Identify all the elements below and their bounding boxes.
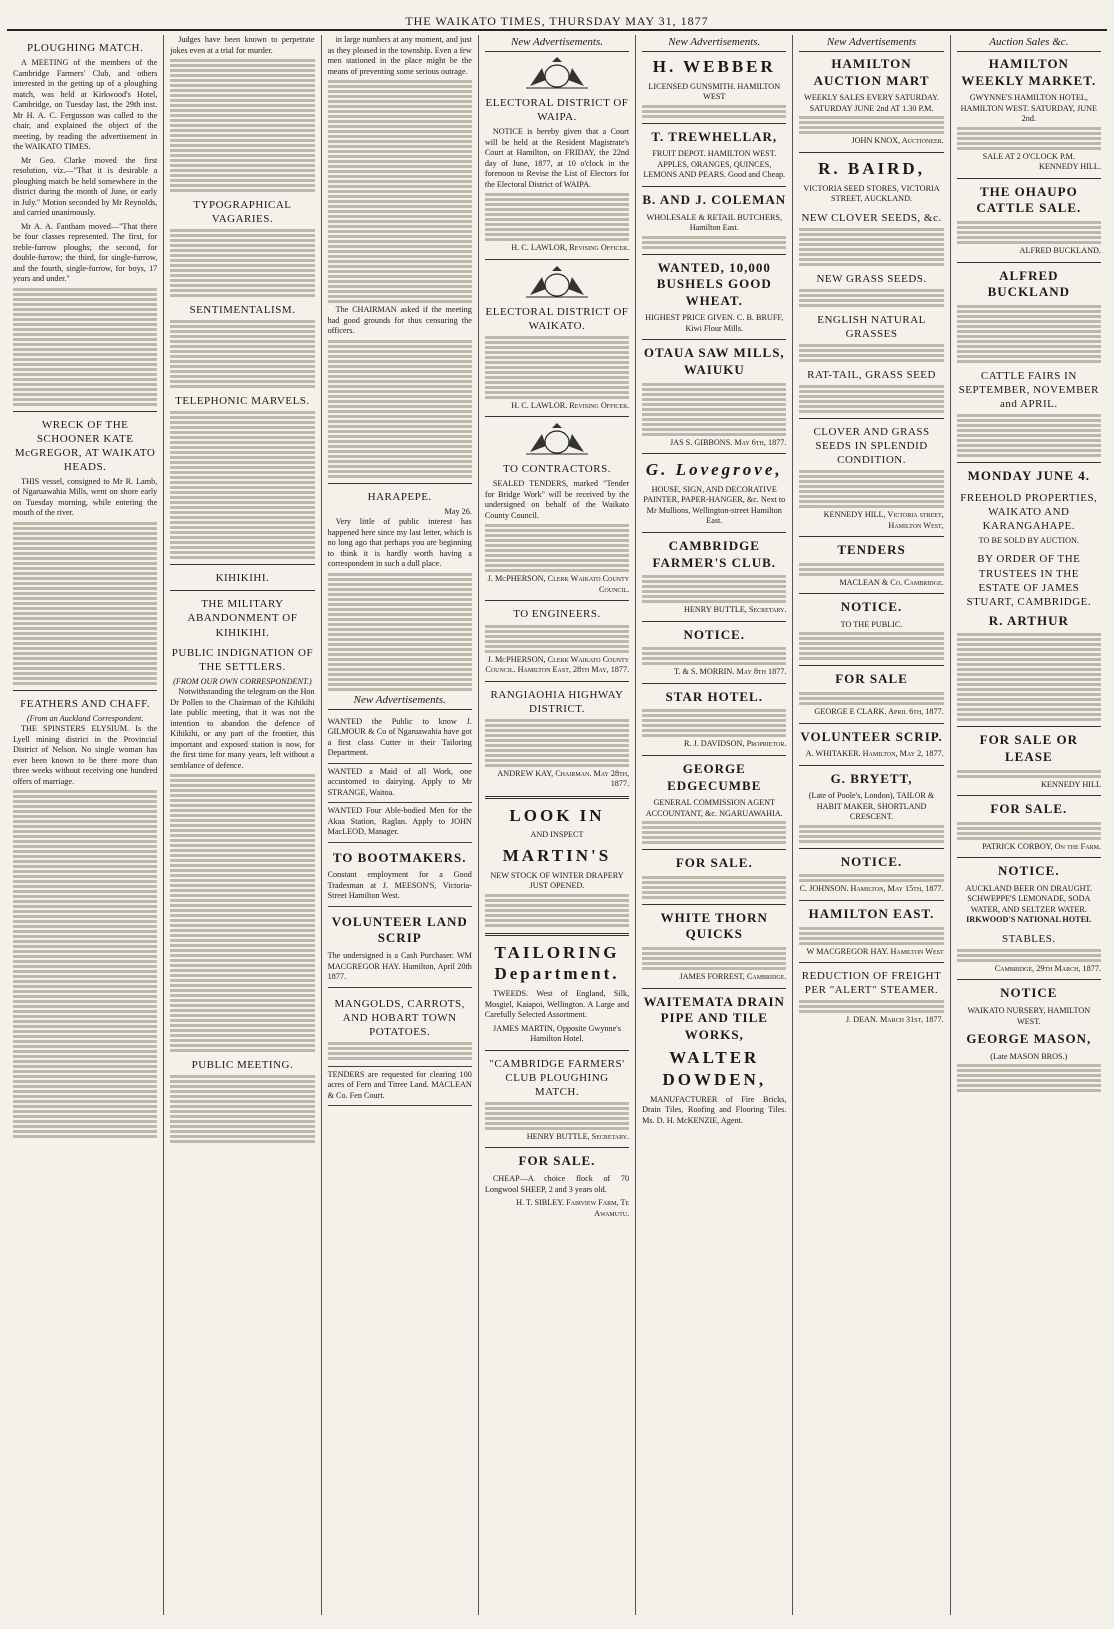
text-filler [13, 790, 157, 1138]
text-filler [13, 522, 157, 685]
article-text: A MEETING of the members of the Cambridge Farmers' Club, and others interested in the getting up of a ploughing match, was held at Kirkwood's Hotel, Cambridge, on Tuesday last, the 29th inst. Mr H. A. C. Fergusson was called to the chair, and explained the object of the meeting, by reading the advertisement in the WAIKATO TIMES. [13, 58, 158, 152]
stables-heading: STABLES. [1002, 932, 1056, 945]
waitemata-heading: WAITEMATA DRAIN PIPE AND TILE WORKS, [643, 993, 785, 1042]
trewhellar-heading: T. TREWHELLAR, [651, 128, 778, 144]
article-text: THIS vessel, consigned to Mr R. Lamb, of Ngaruawahia Mills, went on shore early on Tuesday morning, while entering the mouth of the river. [13, 476, 158, 518]
ploughing-match-heading: PLOUGHING MATCH. [27, 42, 144, 54]
column-4 [479, 35, 636, 1615]
ad-maid: WANTED a Maid of all Work, one accustomed to dairying. Apply to Mr STRANGE, Waitoa. [328, 764, 472, 804]
signature: JAMES FORREST, Cambridge. [679, 972, 787, 982]
ad-text: WHOLESALE & RETAIL BUTCHERS, Hamilton East. [646, 212, 783, 233]
rangiaohia-heading: RANGIAOHIA HIGHWAY DISTRICT. [490, 688, 624, 715]
signature: JAS S. GIBBONS. May 6th, 1877. [669, 437, 787, 447]
ad-text: FRUIT DEPOT. HAMILTON WEST. APPLES, ORANGES, QUINCES, LEMONS AND PEARS. Good and Cheap. [643, 149, 786, 180]
signature: W MACGREGOR HAY. Hamilton West [806, 946, 944, 956]
column-1 [7, 35, 164, 1615]
grass-seeds-heading: NEW GRASS SEEDS. [816, 272, 927, 285]
signature: PATRICK CORBOY, On the Farm. [982, 841, 1101, 851]
section-heading: New Advertisements [799, 35, 943, 52]
buckland-heading: ALFRED BUCKLAND [987, 267, 1071, 300]
freight-heading: REDUCTION OF FREIGHT PER "ALERT" STEAMER. [801, 970, 942, 997]
signature: J. McPHERSON, Clerk Waikato County Council. Hamilton East, 28th May, 1877. [485, 654, 630, 675]
cattle-fairs-heading: CATTLE FAIRS IN SEPTEMBER, NOVEMBER and APRIL. [958, 369, 1099, 410]
signature: Cambridge, 29th March, 1877. [994, 963, 1101, 973]
correspondent-line: (FROM OUR OWN CORRESPONDENT.) [173, 676, 312, 686]
signature: HENRY BUTTLE, Secretary. [526, 1131, 630, 1141]
ad-text: HOUSE, SIGN, AND DECORATIVE PAINTER, PAPER-HANGER, &c. Next to Mr Mullions, Wellington-street Hamilton East. [643, 484, 786, 526]
ad-text: MANUFACTURER of Fire Bricks, Drain Tiles, Roofing and Flooring Tiles. Ms. D. H. McKENZIE, Agent. [642, 1094, 787, 1125]
clover-grass-heading: CLOVER AND GRASS SEEDS IN SPLENDID CONDITION. [813, 425, 930, 467]
signature: KENNEDY HILL. [1038, 162, 1101, 172]
contractors-heading: TO CONTRACTORS. [503, 463, 611, 476]
otaua-saw-mills-heading: OTAUA SAW MILLS, WAIUKU [643, 345, 785, 378]
ad-akaa-station: WANTED Four Able-bodied Men for the Akaa Station, Raglan. Apply to JOHN MacLEOD, Manager. [328, 803, 472, 843]
ad-text: NEW STOCK OF WINTER DRAPERY JUST OPENED. [490, 870, 624, 891]
ad-mangolds: MANGOLDS, CARROTS, AND HOBART TOWN POTATOES. [328, 988, 472, 1067]
column-7 [951, 35, 1107, 1615]
text-filler [328, 80, 472, 303]
ad-text: SALE AT 2 O'CLOCK P.M. [982, 151, 1075, 161]
section-heading: New Advertisements. [485, 35, 629, 52]
electoral-waipa-heading: ELECTORAL DISTRICT OF WAIPA. [485, 97, 629, 124]
edgecumbe-heading: GEORGE EDGECUMBE [667, 760, 762, 793]
subheading: TO BE SOLD BY AUCTION. [978, 535, 1079, 545]
article-text: Mr A. A. Fantham moved—"That there be four classes represented. The first, for treble-furrow ploughs; the second, for double-furrow; the third, for single-furrow, and the fourth, single-furrow, for boys, 17 years and under." [13, 221, 158, 284]
white-thorn-heading: WHITE THORN QUICKS [660, 909, 768, 942]
signature: H. C. LAWLOR. Revising Officer. [511, 400, 630, 410]
signature: A. WHITAKER. Hamilton, May 2, 1877. [805, 749, 944, 759]
column-6 [793, 35, 950, 1615]
ohaupo-sale-heading: THE OHAUPO CATTLE SALE. [976, 183, 1082, 216]
correspondent-line: (From an Auckland Correspondent. [26, 713, 144, 723]
engineers-heading: TO ENGINEERS. [513, 608, 601, 621]
ad-text: (Late of Poole's, London), TAILOR & HABIT MAKER, SHORTLAND CRESCENT. [808, 791, 935, 822]
indignation-heading: PUBLIC INDIGNATION OF THE SETTLERS. [171, 646, 314, 673]
lovegrove-heading: G. Lovegrove, [645, 460, 783, 480]
article-text: THE SPINSTERS ELYSIUM. Is the Lyell mining district in the Provincial District of Nelson. No single woman has ever been known to be there more than three weeks without receiving one hundred offers of marriage. [13, 724, 158, 786]
ad-text: WAIKATO NURSERY, HAMILTON WEST. [967, 1006, 1091, 1026]
signature: H. T. SIBLEY. Fairview Farm, Te Awamutu. [516, 1198, 630, 1218]
coleman-heading: B. AND J. COLEMAN [642, 191, 787, 207]
text-filler [170, 774, 314, 1052]
signature: HENRY BUTTLE, Secretary. [683, 605, 787, 615]
weekly-market-heading: HAMILTON WEEKLY MARKET. [961, 56, 1097, 88]
signature: MACLEAN & Co. Cambridge. [839, 577, 944, 587]
martins-heading: MARTIN'S [502, 845, 612, 865]
trustees-heading: BY ORDER OF THE TRUSTEES IN THE ESTATE OF JAMES STUART, CAMBRIDGE. [966, 553, 1092, 608]
notice-heading: NOTICE [1000, 985, 1058, 1001]
signature: T. & S. MORRIN. May 8th 1877. [674, 667, 787, 677]
rat-tail-heading: RAT-TAIL, GRASS SEED [807, 368, 936, 381]
masthead [7, 7, 1107, 31]
tenders-heading: TENDERS [837, 542, 906, 558]
article-text: Mr Geo. Clarke moved the first resolution, viz.—"That it is desirable a ploughing match be held somewhere in the district during the month of June, or early in July." Motion seconded by Mr Reynolds, and carried unanimously. [13, 155, 158, 218]
ad-text: LICENSED GUNSMITH. HAMILTON WEST [648, 81, 781, 102]
feathers-heading: FEATHERS AND CHAFF. [20, 697, 151, 710]
signature: C. JOHNSON. Hamilton, May 15th, 1877. [799, 884, 944, 894]
text-filler [170, 320, 314, 388]
auction-mart-heading: HAMILTON AUCTION MART [813, 56, 930, 88]
royal-crest-icon [522, 422, 592, 456]
ad-text: GENERAL COMMISSION AGENT ACCOUNTANT, &c. NGARUAWAHIA. [645, 798, 783, 818]
ad-text: TWEEDS. West of England, Silk, Mosgiel, Kaiapoi, Wellington. A Large and Carefully Selected Assortment. [484, 989, 630, 1020]
ad-gilmour: WANTED the Public to know J. GILMOUR & Co of Ngaruawahia have got a first class Cutter in their Tailoring Department. [328, 714, 472, 764]
electoral-waikato-heading: ELECTORAL DISTRICT OF WAIKATO. [485, 305, 629, 332]
notice-heading: NOTICE. [683, 626, 746, 642]
text-filler [170, 229, 314, 297]
ad-text: GWYNNE'S HAMILTON HOTEL, HAMILTON WEST. SATURDAY, JUNE 2nd. [960, 93, 1098, 124]
sale-or-lease-heading: FOR SALE OR LEASE [979, 732, 1079, 764]
ad-text: HIGHEST PRICE GIVEN. C. B. BRUFF, Kiwi Flour Mills. [645, 313, 784, 333]
newspaper-page [7, 7, 1107, 1615]
ad-text: VICTORIA SEED STORES, VICTORIA STREET, AUCKLAND. [803, 183, 940, 204]
notice-heading: NOTICE. [840, 599, 903, 615]
notice-text: NOTICE is hereby given that a Court will be held at the Resident Magistrate's Court at Hamilton, on FRIDAY, the 22nd day of June, 1877, at 10 o'clock in the forenoon to Revise the List of Electors for the Electoral District of WAIPA. [484, 127, 630, 189]
text-filler [328, 340, 472, 478]
telephonic-heading: TELEPHONIC MARVELS. [175, 395, 310, 408]
ad-text: TO THE PUBLIC. [840, 619, 903, 629]
hamilton-east-heading: HAMILTON EAST. [808, 905, 935, 921]
ad-text: (Late MASON BROS.) [990, 1051, 1068, 1061]
text-filler [170, 1075, 314, 1143]
ad-text: WEEKLY SALES EVERY SATURDAY. SATURDAY JUNE 2nd AT 1.30 P.M. [804, 93, 940, 113]
sentimentalism-heading: SENTIMENTALISM. [189, 304, 296, 317]
ad-bootmakers: TO BOOTMAKERS. Constant employment for a Good Tradesman at J. MEESON'S, Victoria-Street Hamilton West. [328, 843, 472, 907]
arthur-heading: R. ARTHUR [988, 612, 1069, 628]
tailoring-heading: TAILORING Department. [494, 942, 620, 984]
typographical-heading: TYPOGRAPHICAL VAGARIES. [193, 199, 292, 226]
signature: GEORGE E CLARK. April 6th, 1877. [814, 707, 944, 717]
natural-grasses-heading: ENGLISH NATURAL GRASSES [817, 313, 926, 340]
notice-text: SEALED TENDERS, marked "Tender for Bridge Work" will be received by the undersigned on behalf of the Waikato County Council. [484, 479, 630, 520]
public-meeting-heading: PUBLIC MEETING. [191, 1059, 294, 1072]
article-text: Very little of public interest has happened here since my last letter, which is no long ago that perhaps you are beginning to think it is hardly worth having a correspondent in such a dull place. [327, 517, 472, 569]
article-text: The CHAIRMAN asked if the meeting had good grounds for thus censuring the officers. [327, 305, 472, 335]
for-sale-heading: FOR SALE. [990, 801, 1068, 817]
clover-seeds-heading: NEW CLOVER SEEDS, &c. [801, 211, 942, 224]
column-3 [322, 35, 479, 1615]
columns [7, 35, 1107, 1615]
signature: J. DEAN. March 31st, 1877. [845, 1015, 944, 1025]
royal-crest-icon [522, 56, 592, 90]
article-text: in large numbers at any moment, and just as they pleased in the township. Even a few men stationed in the place might be the means of preventing some serious outrage. [327, 35, 472, 76]
column-5 [636, 35, 793, 1615]
ad-tenders: TENDERS are requested for clearing 100 acres of Fern and Titree Land. MACLEAN & Co. Fen Court. [328, 1067, 472, 1107]
signature: J. McPHERSON, Clerk Waikato County Council. [487, 574, 630, 594]
signature: H. C. LAWLOR, Revising Officer. [511, 243, 630, 253]
for-sale-heading: FOR SALE [835, 671, 908, 687]
wreck-heading: WRECK OF THE SCHOONER KATE McGREGOR, AT WAIKATO HEADS. [14, 418, 156, 473]
notice-heading: NOTICE. [998, 863, 1060, 879]
harapepe-heading: HARAPEPE. [367, 490, 432, 503]
baird-heading: R. BAIRD, [818, 158, 925, 178]
text-filler [170, 59, 314, 192]
webber-heading: H. WEBBER [652, 57, 776, 77]
freehold-heading: FREEHOLD PROPERTIES, WAIKATO AND KARANGAHAPE. [960, 491, 1098, 532]
look-in-heading: LOOK IN [509, 805, 605, 825]
signature: KENNEDY HILL [1041, 779, 1101, 789]
mason-heading: GEORGE MASON, [966, 1031, 1092, 1047]
ad-text: AUCKLAND BEER ON DRAUGHT. SCHWEPPE'S LEMONADE, SODA WATER, AND SELTZER WATER. [965, 883, 1092, 914]
ad-text: IRKWOOD'S NATIONAL HOTEL [966, 915, 1092, 925]
for-sale-heading: FOR SALE. [518, 1153, 596, 1169]
ad-text: CHEAP—A choice flock of 70 Longwool SHEEP, 2 and 3 years old. [484, 1174, 630, 1194]
text-filler [13, 288, 157, 406]
kihikihi-heading: KIHIKIHI. [215, 572, 270, 585]
farmers-club-heading: CAMBRIDGE FARMER'S CLUB. [652, 537, 777, 570]
section-heading: New Advertisements. [642, 35, 786, 52]
text-filler [328, 573, 472, 691]
signature: JOHN KNOX, Auctioneer. [851, 136, 944, 146]
signature: ANDREW KAY, Chairman. May 28th, 1877. [497, 768, 630, 789]
signature: ALFRED BUCKLAND. [1019, 246, 1101, 256]
section-heading: Auction Sales &c. [957, 35, 1101, 52]
masthead-title: THE WAIKATO TIMES, THURSDAY MAY 31, 1877 [405, 14, 709, 28]
dowden-heading: WALTER DOWDEN, [662, 1048, 767, 1090]
column-2 [164, 35, 321, 1615]
signature: R. J. DAVIDSON, Proprietor. [683, 739, 787, 749]
signature: JAMES MARTIN, Opposite Gwynne's Hamilton Hotel. [493, 1023, 621, 1044]
subheading: AND INSPECT [530, 830, 584, 840]
volunteer-scrip-heading: VOLUNTEER SCRIP. [800, 728, 943, 744]
text-filler [170, 411, 314, 559]
notice-heading: NOTICE. [840, 853, 903, 869]
article-text: Judges have been known to perpetrate jokes even at a trial for murder. [170, 35, 315, 55]
article-text: Notwithstanding the telegram on the Hon Dr Pollen to the Chairman of the Kihikihi late public meeting, that it was not the intention to abandon the defence of Kihikihi, or any part of the frontier, this important and exposed station is now, for the first time for many years, left without a semblance of defence. [170, 687, 315, 770]
dateline: May 26. [444, 506, 472, 516]
star-hotel-heading: STAR HOTEL. [665, 688, 763, 704]
military-heading: THE MILITARY ABANDONMENT OF KIHIKIHI. [187, 598, 298, 639]
farmers-club-heading: "CAMBRIDGE FARMERS' CLUB PLOUGHING MATCH. [489, 1057, 625, 1098]
signature: KENNEDY HILL, Victoria street, Hamilton West, [823, 510, 944, 530]
bryett-heading: G. BRYETT, [830, 770, 913, 786]
wanted-wheat-heading: WANTED, 10,000 BUSHELS GOOD WHEAT. [656, 259, 772, 308]
royal-crest-icon [522, 265, 592, 299]
monday-june-heading: MONDAY JUNE 4. [967, 468, 1091, 484]
for-sale-heading: FOR SALE. [675, 855, 753, 871]
ad-land-scrip: VOLUNTEER LAND SCRIP The undersigned is a Cash Purchaser. WM MACGREGOR HAY. Hamilton, April 20th 1877. [328, 907, 472, 988]
section-heading: New Advertisements. [328, 693, 472, 710]
